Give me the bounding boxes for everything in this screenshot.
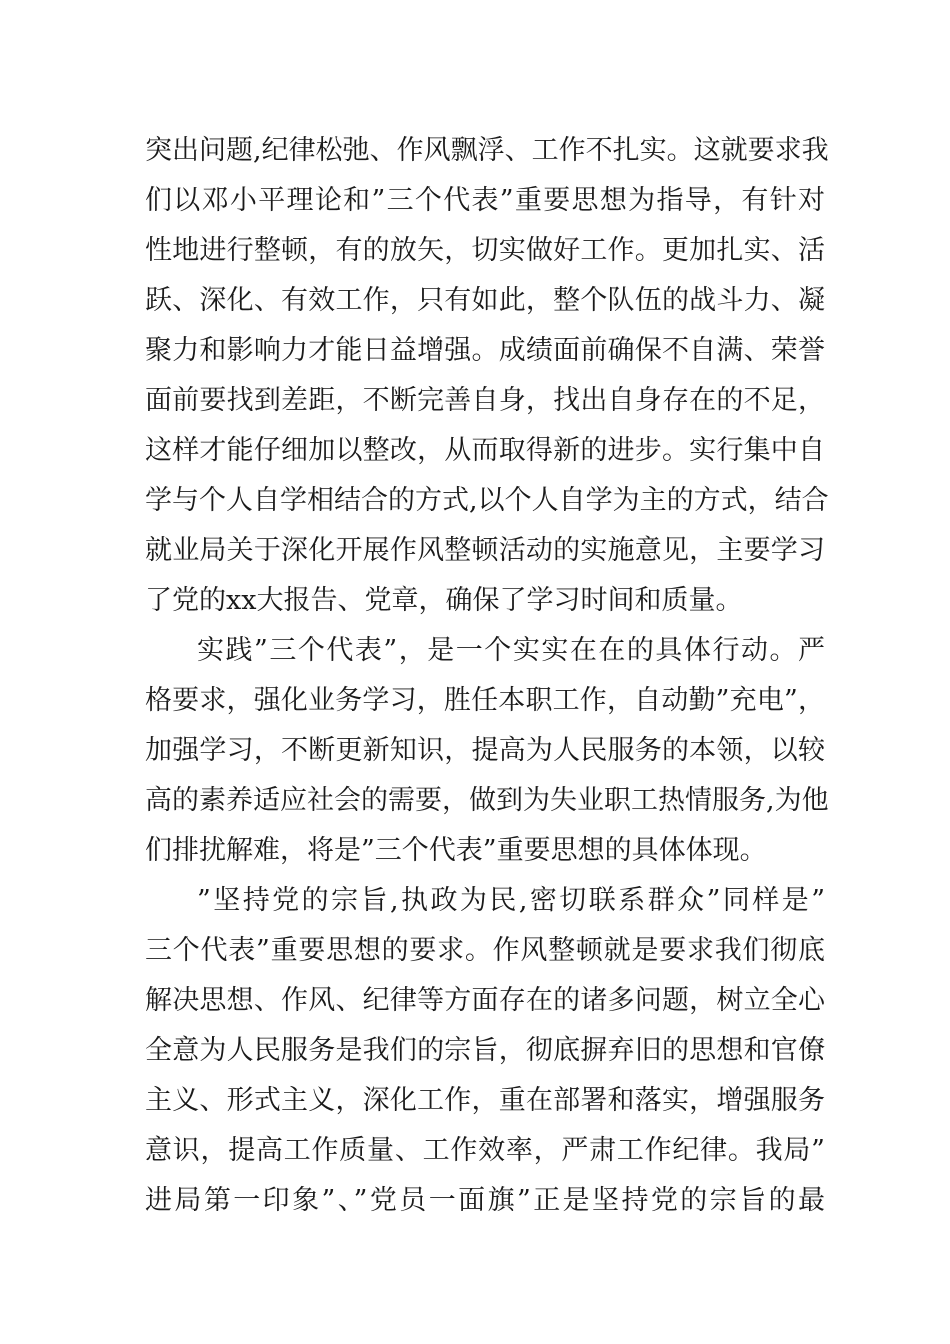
text-line: 就业局关于深化开展作风整顿活动的实施意见，主要学习 [145, 535, 825, 566]
text-line: 突出问题,纪律松弛、作风飘浮、工作不扎实。这就要求我 [145, 135, 829, 166]
text-line: 聚力和影响力才能日益增强。成绩面前确保不自满、荣誉 [145, 335, 825, 366]
text-line: 加强学习，不断更新知识，提高为人民服务的本领，以较 [145, 735, 825, 766]
text-line: 全意为人民服务是我们的宗旨，彻底摒弃旧的思想和官僚 [145, 1035, 825, 1066]
text-line: 格要求，强化业务学习，胜任本职工作，自动勤”充电”， [145, 685, 825, 716]
text-line: 了党的xx大报告、党章，确保了学习时间和质量。 [145, 585, 743, 616]
text-line: 学与个人自学相结合的方式,以个人自学为主的方式，结合 [145, 485, 829, 516]
text-line: 性地进行整顿，有的放矢，切实做好工作。更加扎实、活 [145, 235, 825, 266]
text-line: 这样才能仔细加以整改，从而取得新的进步。实行集中自 [145, 435, 825, 466]
text-line: 解决思想、作风、纪律等方面存在的诸多问题，树立全心 [145, 985, 825, 1016]
text-line: 进局第一印象”、”党员一面旗”正是坚持党的宗旨的最 [145, 1185, 825, 1216]
text-line: 们以邓小平理论和”三个代表”重要思想为指导，有针对 [145, 185, 825, 216]
text-line: 跃、深化、有效工作，只有如此，整个队伍的战斗力、凝 [145, 285, 825, 316]
paragraph-first-line: 实践”三个代表”，是一个实实在在的具体行动。严 [197, 635, 825, 666]
paragraph-first-line: ”坚持党的宗旨,执政为民,密切联系群众”同样是” [197, 885, 825, 916]
text-line: 面前要找到差距，不断完善自身，找出自身存在的不足， [145, 385, 825, 416]
text-line: 意识，提高工作质量、工作效率，严肃工作纪律。我局” [145, 1135, 825, 1166]
text-line: 三个代表”重要思想的要求。作风整顿就是要求我们彻底 [145, 935, 825, 966]
text-line: 们排扰解难，将是”三个代表”重要思想的具体体现。 [145, 835, 767, 866]
text-line: 高的素养适应社会的需要，做到为失业职工热情服务,为他 [145, 785, 829, 816]
text-line: 主义、形式主义，深化工作，重在部署和落实，增强服务 [145, 1085, 825, 1116]
